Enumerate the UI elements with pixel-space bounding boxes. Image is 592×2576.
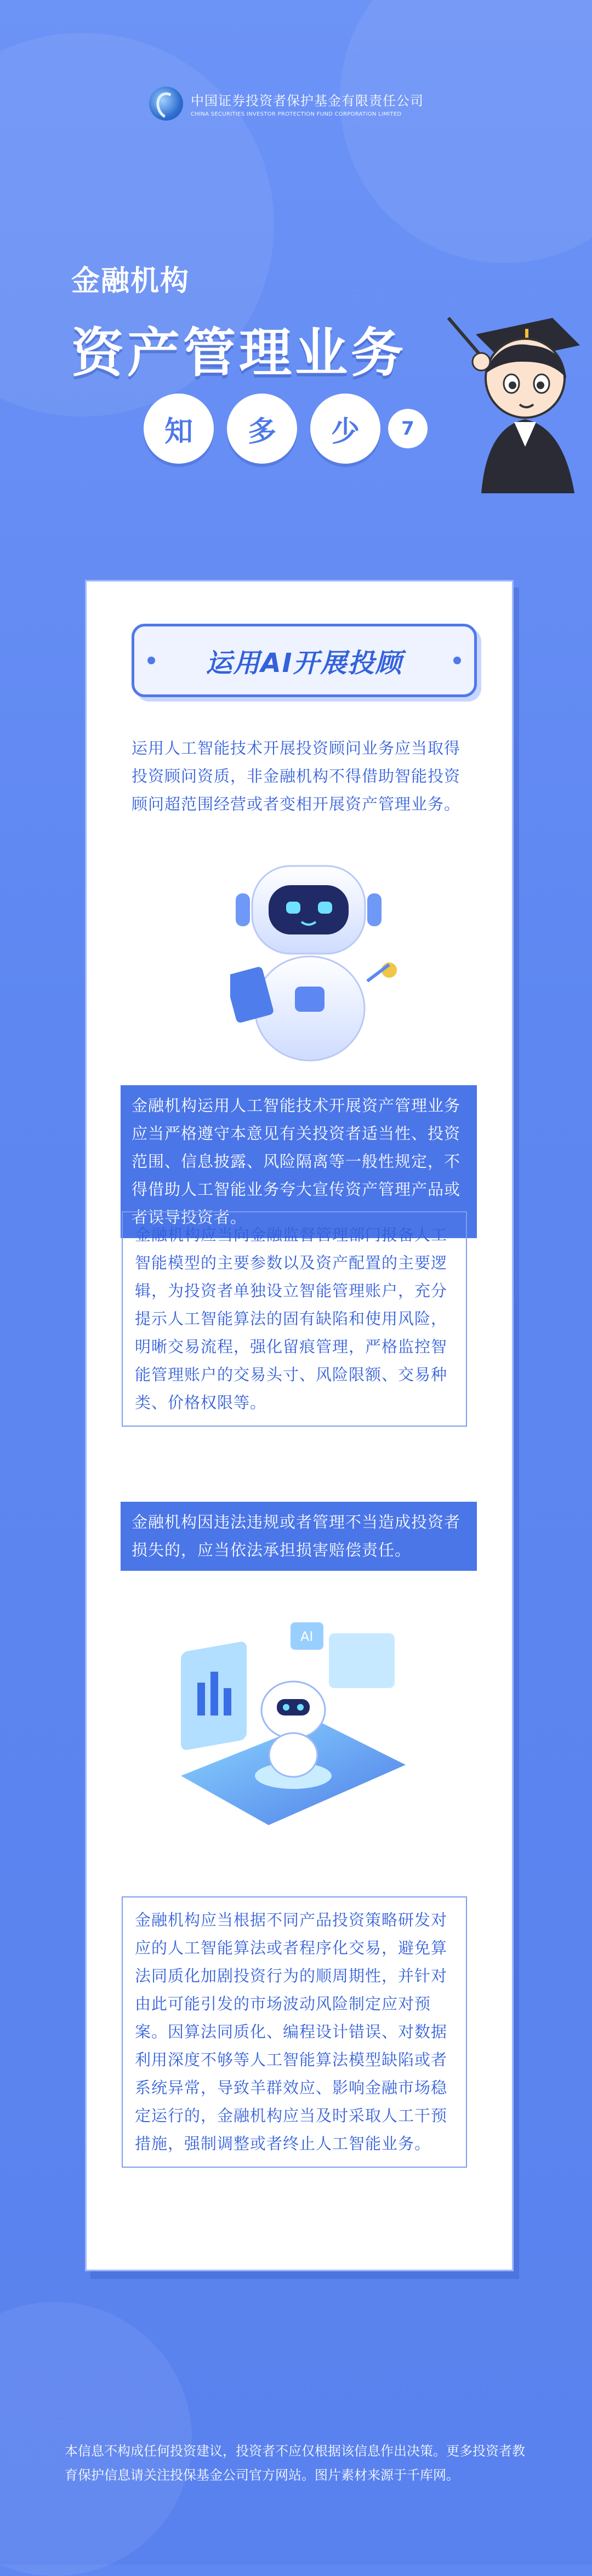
title-dot-right — [453, 657, 461, 664]
teacher-mascot-icon — [443, 296, 585, 493]
section-title: 运用AI开展投顾 — [206, 647, 403, 679]
logo-emblem-icon — [149, 87, 183, 121]
paragraph-model-reporting: 金融机构应当向金融监督管理部门报备人工智能模型的主要参数以及资产配置的主要逻辑，为投资者单独设立智能管理账户，充分提示人工智能算法的固有缺陷和使用风险，明晰交易流程，强化留痕管理，严格监控智能管理账户的交易头寸、风险限额、交易种类、价格权限等。 — [122, 1211, 467, 1427]
paragraph-algorithm-risk: 金融机构应当根据不同产品投资策略研发对应的人工智能算法或者程序化交易，避免算法同质化加剧投资行为的顺周期性，并针对由此可能引发的市场波动风险制定应对预案。因算法同质化、编程设计错误、对数据利用深度不够等人工智能算法模型缺陷或者系统异常，导致羊群效应、影响金融市场稳定运行的，金融机构应当及时采取人工干预措施，强制调整或者终止人工智能业务。 — [122, 1896, 467, 2168]
pill-shao: 少 — [310, 394, 380, 464]
hero-title: 资产管理业务 — [71, 322, 407, 384]
title-dot-left — [147, 657, 155, 664]
pill-duo: 多 — [227, 394, 297, 464]
org-name-cn: 中国证券投资者保护基金有限责任公司 — [191, 93, 424, 109]
hero-kicker: 金融机构 — [71, 265, 190, 298]
issue-number-badge: 7 — [388, 409, 428, 448]
svg-text:AI: AI — [300, 1629, 314, 1644]
footer-disclaimer: 本信息不构成任何投资建议，投资者不应仅根据该信息作出决策。更多投资者教育保护信息请关注投保基金公司官方网站。图片素材来源于千库网。 — [65, 2443, 525, 2483]
paragraph-liability: 金融机构因违法违规或者管理不当造成投资者损失的，应当依法承担损害赔偿责任。 — [121, 1502, 477, 1571]
paragraph-qualification: 运用人工智能技术开展投资顾问业务应当取得投资顾问资质，非金融机构不得借助智能投资顾问超范围经营或者变相开展资产管理业务。 — [132, 739, 461, 813]
section-title-box — [132, 624, 477, 697]
ai-platform-illustration-icon — [164, 1611, 417, 1842]
ai-robot-illustration-icon — [230, 855, 406, 1063]
organization-logo — [149, 87, 424, 121]
hero-pills — [144, 394, 428, 464]
org-name-en: CHINA SECURITIES INVESTOR PROTECTION FUND CORPORATION LIMITED — [191, 111, 402, 117]
paragraph-suitability: 金融机构运用人工智能技术开展资产管理业务应当严格遵守本意见有关投资者适当性、投资范围、信息披露、风险隔离等一般性规定，不得借助人工智能业务夸大宣传资产管理产品或者误导投资者。 — [121, 1085, 477, 1238]
pill-zhi: 知 — [144, 394, 214, 464]
